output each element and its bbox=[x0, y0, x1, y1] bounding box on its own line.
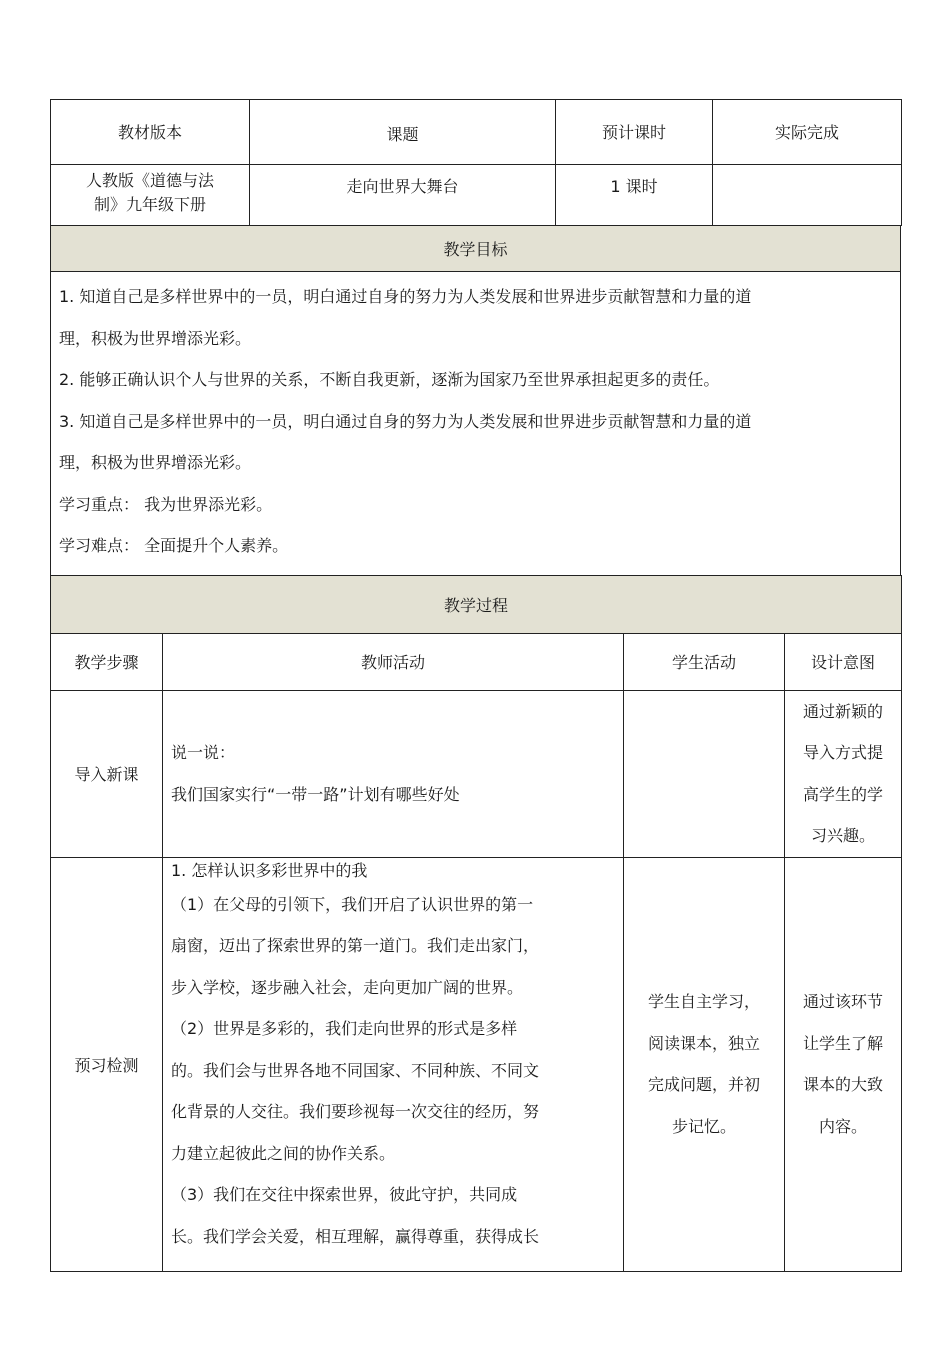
intent-line: 课本的大致 bbox=[803, 1075, 884, 1094]
objective-line: 3. 知道自己是多样世界中的一员，明白通过自身的努力为人类发展和世界进步贡献智慧和力量的道 bbox=[59, 411, 752, 431]
intent-line: 通过该环节 bbox=[803, 992, 884, 1011]
header-topic: 课题 bbox=[250, 100, 556, 165]
info-header-row bbox=[51, 100, 902, 165]
intent-line: 通过新颖的 bbox=[803, 701, 884, 721]
teacher-line: （2）世界是多彩的，我们走向世界的形式是多样 bbox=[171, 1019, 518, 1038]
objective-line: 1. 知道自己是多样世界中的一员，明白通过自身的努力为人类发展和世界进步贡献智慧和力量的道 bbox=[59, 287, 752, 306]
teacher-activity-cell bbox=[163, 857, 624, 1271]
teacher-line: （1）在父母的引领下，我们开启了认识世界的第一 bbox=[171, 894, 534, 914]
teacher-line: 说一说： bbox=[171, 743, 236, 762]
student-line: 步记忆。 bbox=[671, 1116, 736, 1136]
lesson-plan-document bbox=[50, 99, 901, 1272]
table-row bbox=[51, 857, 902, 1271]
intent-line: 导入方式提 bbox=[803, 743, 884, 762]
design-intent-cell bbox=[785, 857, 902, 1271]
student-line: 完成问题，并初 bbox=[647, 1075, 760, 1094]
objectives-table bbox=[50, 225, 901, 576]
intent-line: 高学生的学 bbox=[803, 784, 884, 804]
teacher-line: 力建立起彼此之间的协作关系。 bbox=[171, 1143, 396, 1163]
header-actual-completion: 实际完成 bbox=[713, 100, 902, 165]
header-planned-hours: 预计课时 bbox=[556, 100, 713, 165]
header-textbook-version: 教材版本 bbox=[51, 100, 250, 165]
key-point: 学习重点： 我为世界添光彩。 bbox=[59, 494, 273, 514]
value-textbook-version bbox=[51, 165, 250, 226]
step-cell: 预习检测 bbox=[51, 857, 163, 1271]
student-activity-cell bbox=[624, 690, 785, 857]
table-row bbox=[51, 690, 902, 857]
process-header-row bbox=[51, 633, 902, 690]
objectives-title: 教学目标 bbox=[51, 226, 901, 272]
value-actual-completion bbox=[713, 165, 902, 226]
process-title: 教学过程 bbox=[51, 575, 902, 633]
student-line: 阅读课本，独立 bbox=[647, 1033, 760, 1053]
student-activity-cell bbox=[624, 857, 785, 1271]
info-value-row bbox=[51, 165, 902, 226]
step-cell: 导入新课 bbox=[51, 690, 163, 857]
intent-line: 让学生了解 bbox=[803, 1033, 884, 1053]
teacher-line: 1. 怎样认识多彩世界中的我 bbox=[171, 860, 368, 880]
teacher-line: 化背景的人交往。我们要珍视每一次交往的经历，努 bbox=[171, 1102, 540, 1121]
header-teacher-activity: 教师活动 bbox=[163, 633, 624, 690]
value-planned-hours: 1 课时 bbox=[556, 165, 713, 226]
process-table bbox=[50, 575, 902, 1272]
teacher-line: 的。我们会与世界各地不同国家、不同种族、不同文 bbox=[171, 1060, 540, 1080]
textbook-version-text: 人教版《道德与法制》九年级下册 bbox=[85, 171, 214, 214]
value-topic: 走向世界大舞台 bbox=[250, 165, 556, 226]
teacher-line: 步入学校，逐步融入社会，走向更加广阔的世界。 bbox=[171, 977, 524, 997]
teacher-line: （3）我们在交往中探索世界，彼此守护，共同成 bbox=[171, 1185, 518, 1204]
teacher-activity-cell bbox=[163, 690, 624, 857]
intent-line: 习兴趣。 bbox=[811, 826, 876, 845]
info-table bbox=[50, 99, 902, 226]
teacher-line: 扇窗，迈出了探索世界的第一道门。我们走出家门， bbox=[171, 936, 540, 955]
objectives-body bbox=[51, 272, 901, 576]
teacher-line: 我们国家实行“一带一路”计划有哪些好处 bbox=[171, 784, 460, 804]
objective-line: 2. 能够正确认识个人与世界的关系，不断自我更新，逐渐为国家乃至世界承担起更多的责任。 bbox=[59, 370, 720, 389]
objective-line: 理，积极为世界增添光彩。 bbox=[59, 328, 252, 348]
intent-line: 内容。 bbox=[819, 1116, 868, 1136]
header-design-intent: 设计意图 bbox=[785, 633, 902, 690]
teacher-line: 长。我们学会关爱，相互理解，赢得尊重，获得成长 bbox=[171, 1226, 540, 1246]
student-line: 学生自主学习， bbox=[647, 992, 760, 1011]
difficult-point: 学习难点： 全面提升个人素养。 bbox=[59, 536, 289, 555]
header-step: 教学步骤 bbox=[51, 633, 163, 690]
design-intent-cell bbox=[785, 690, 902, 857]
header-student-activity: 学生活动 bbox=[624, 633, 785, 690]
objective-line: 理，积极为世界增添光彩。 bbox=[59, 453, 252, 472]
